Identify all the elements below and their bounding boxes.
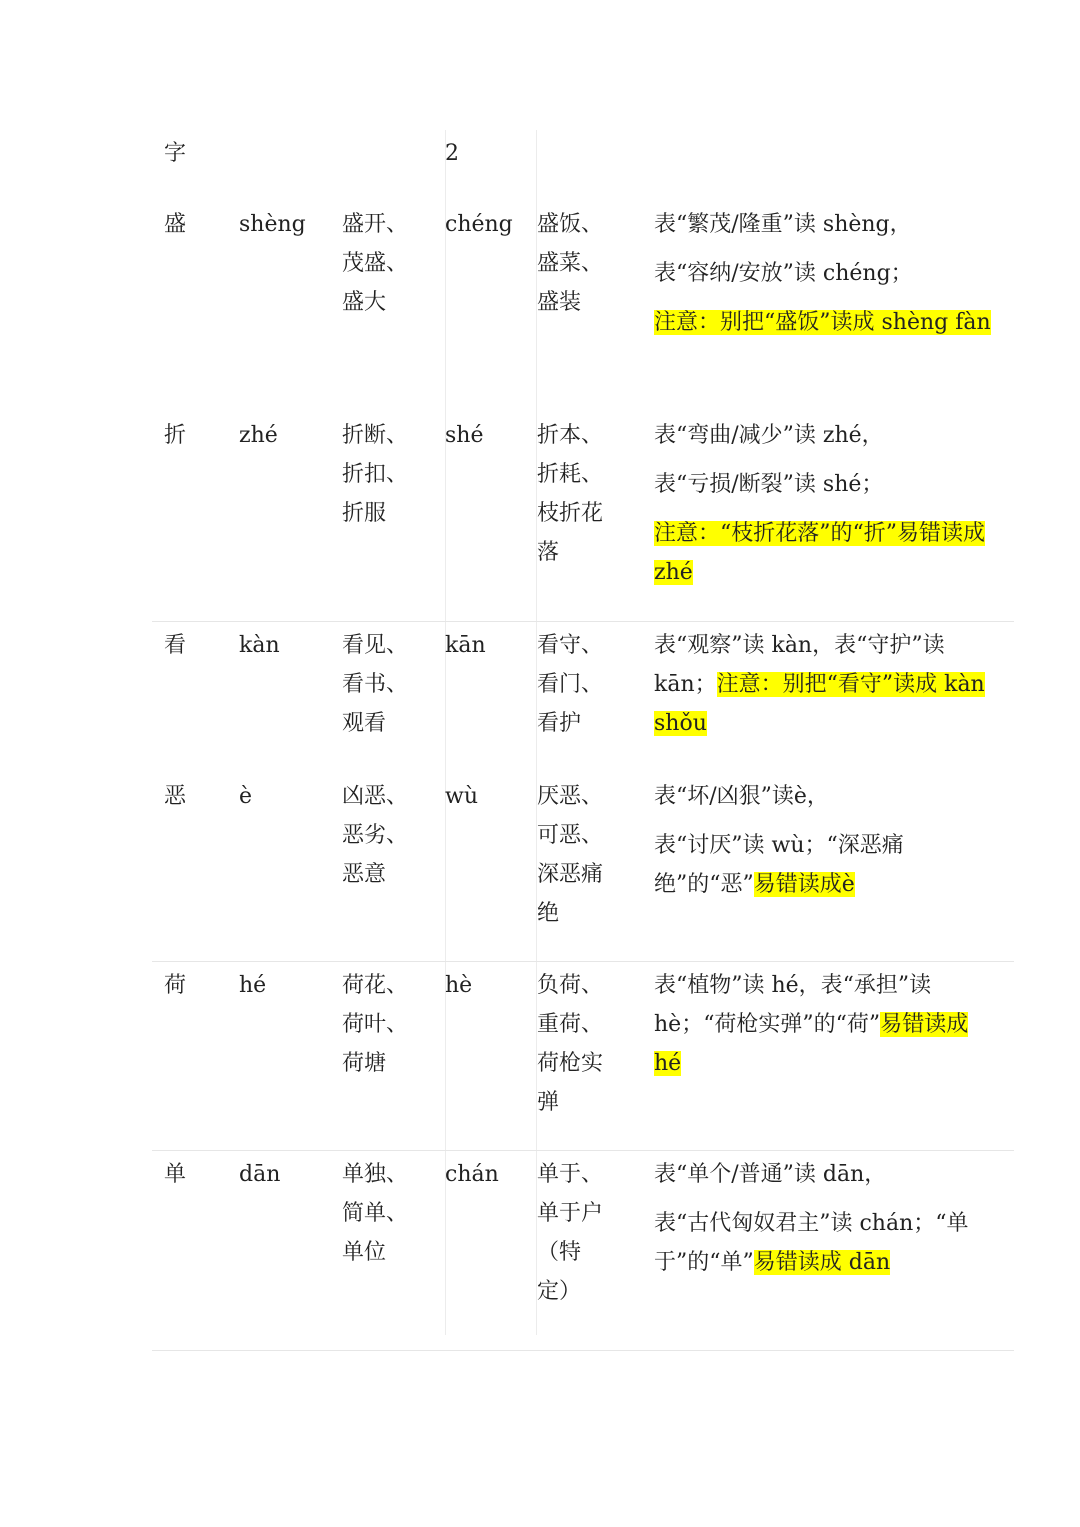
word: 荷塘 [342,1051,387,1076]
table-row [152,962,1014,1151]
word: 看见、 [342,633,409,658]
word: 折本、 [537,423,604,448]
word: 盛装 [537,290,582,315]
word: 荷花、 [342,973,409,998]
word: 折断、 [342,423,409,448]
note-line [654,514,998,592]
words-1-cell [330,201,433,411]
note-line: 表“坏/凶狠”读è， [654,784,829,809]
word: 看门、 [537,672,604,697]
word: 枝折花 [537,501,604,526]
words-1-cell [330,1151,433,1350]
word: 单于户 [537,1201,604,1226]
words-1-cell [330,412,433,621]
pinyin-2-cell: wù [445,784,478,809]
word: 盛开、 [342,212,409,237]
pinyin-2-cell: hè [445,973,473,998]
pinyin-1-cell: hé [239,973,267,998]
pinyin-2-cell: chán [445,1162,499,1187]
note-line [654,826,998,904]
words-1-cell [330,622,433,772]
word: 盛大 [342,290,387,315]
words-2-cell [527,201,640,411]
word: 折扣、 [342,462,409,487]
word: 负荷、 [537,973,604,998]
note-line: 表“繁茂/隆重”读 shèng， [654,212,912,237]
word: 简单、 [342,1201,409,1226]
highlight-warning: 易错读成 hé [654,1012,969,1076]
pinyin-1-cell: è [239,784,253,809]
word: 单位 [342,1240,387,1265]
words-2-cell [527,773,640,961]
word: 看护 [537,711,582,736]
table-row [152,773,1014,962]
word: （特 [537,1240,582,1265]
table-row [152,201,1014,412]
word: 盛菜、 [537,251,604,276]
note-text: 表“观察”读 kàn，表“守护”读 kān； [654,633,945,697]
header-cell-2: 2 [445,141,459,166]
word: 折服 [342,501,387,526]
char-cell: 单 [164,1162,187,1187]
highlight-warning: 易错读成 dān [753,1250,891,1275]
word: 观看 [342,711,387,736]
word: 可恶、 [537,823,604,848]
note-line [654,1204,998,1282]
char-cell: 折 [164,423,187,448]
word: 恶劣、 [342,823,409,848]
word: 重荷、 [537,1012,604,1037]
note-cell [640,962,1014,1150]
note-text: 表“古代匈奴君主”读 chán；“单于”的“单” [654,1211,969,1275]
word: 单于、 [537,1162,604,1187]
char-cell: 荷 [164,973,187,998]
word: 荷枪实 [537,1051,604,1076]
highlight-warning: 注意：别把“盛饭”读成 shèng fàn [654,310,991,335]
words-2-cell [527,622,640,772]
note-line: 表“容纳/安放”读 chéng； [654,261,913,286]
pinyin-1-cell: shèng [239,212,306,237]
note-cell [640,201,1014,411]
note-line [654,303,998,342]
word: 单独、 [342,1162,409,1187]
highlight-warning: 注意：“枝折花落”的“折”易错读成 zhé [654,521,985,585]
header-cell-empty [330,130,433,200]
table-header-row [152,130,1014,201]
pinyin-1-cell: zhé [239,423,278,448]
char-cell: 恶 [164,784,187,809]
pinyin-2-cell: chéng [445,212,513,237]
word: 绝 [537,901,560,926]
highlight-warning: 注意：别把“看守”读成 kàn shǒu [654,672,985,736]
highlight-warning: 易错读成è [753,872,855,897]
word: 定） [537,1279,582,1304]
word: 弹 [537,1090,560,1115]
note-line [654,626,998,743]
note-line: 表“弯曲/减少”读 zhé， [654,423,884,448]
table-row [152,1151,1014,1351]
note-text: 表“植物”读 hé，表“承担”读 hè；“荷枪实弹”的“荷” [654,973,932,1037]
note-line: 表“单个/普通”读 dān， [654,1162,887,1187]
word: 茂盛、 [342,251,409,276]
word: 厌恶、 [537,784,604,809]
words-2-cell [527,412,640,621]
pinyin-2-cell: kān [445,633,486,658]
polyphone-table [152,130,1014,1351]
word: 凶恶、 [342,784,409,809]
word: 恶意 [342,862,387,887]
header-cell-empty [227,130,330,200]
word: 看守、 [537,633,604,658]
word: 盛饭、 [537,212,604,237]
header-cell-empty [640,130,1014,200]
pinyin-1-cell: dān [239,1162,281,1187]
pinyin-2-cell: shé [445,423,484,448]
note-cell [640,1151,1014,1350]
note-line: 表“亏损/断裂”读 shé； [654,472,884,497]
words-2-cell [527,962,640,1150]
word: 看书、 [342,672,409,697]
char-cell: 看 [164,633,187,658]
table-row [152,622,1014,773]
char-cell: 盛 [164,212,187,237]
words-2-cell [527,1151,640,1350]
header-cell-empty [527,130,640,200]
note-cell [640,622,1014,772]
words-1-cell [330,962,433,1150]
table-row [152,412,1014,622]
header-cell-char: 字 [164,141,187,166]
note-text: 表“讨厌”读 wù；“深恶痛绝”的“恶” [654,833,904,897]
note-line [654,966,998,1083]
word: 深恶痛 [537,862,604,887]
word: 折耗、 [537,462,604,487]
pinyin-1-cell: kàn [239,633,280,658]
note-cell [640,412,1014,621]
word: 落 [537,540,560,565]
words-1-cell [330,773,433,961]
word: 荷叶、 [342,1012,409,1037]
note-cell [640,773,1014,961]
